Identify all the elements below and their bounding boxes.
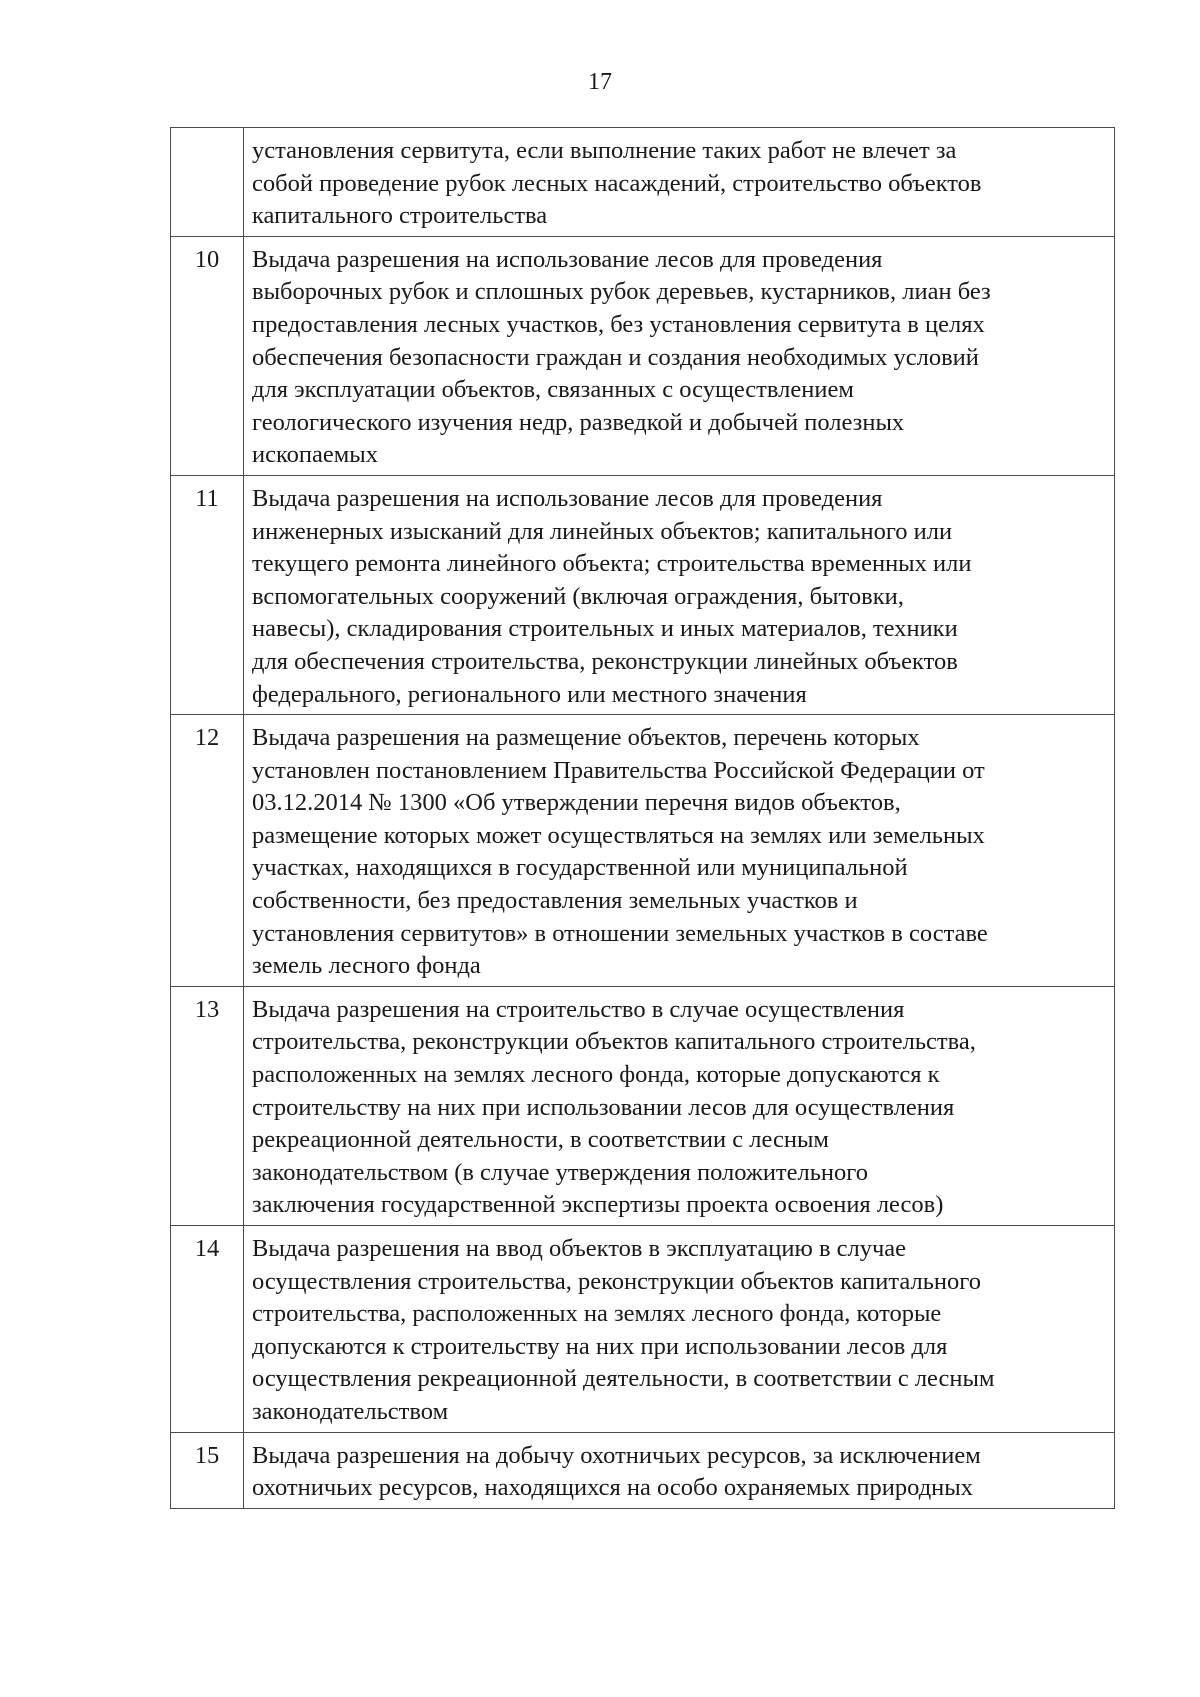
table-row: [171, 1432, 1115, 1508]
description-line: строительству на них при использовании лесов для осуществления: [252, 1093, 955, 1121]
description-line: земель лесного фонда: [252, 952, 481, 980]
row-description: [244, 986, 1115, 1225]
description-line: собой проведение рубок лесных насаждений, строительство объектов: [252, 169, 982, 197]
description-line: для эксплуатации объектов, связанных с осуществлением: [252, 376, 854, 404]
description-line: 03.12.2014 № 1300 «Об утверждении перечня видов объектов,: [252, 789, 901, 817]
description-line: строительства, реконструкции объектов капитального строительства,: [252, 1028, 976, 1056]
row-number: 14: [171, 1226, 244, 1433]
description-line: капитального строительства: [252, 202, 548, 230]
description-line: Выдача разрешения на ввод объектов в эксплуатацию в случае: [252, 1235, 907, 1262]
row-description: [244, 1432, 1115, 1508]
description-line: установления сервитута, если выполнение таких работ не влечет за: [252, 137, 957, 164]
description-line: обеспечения безопасности граждан и создания необходимых условий: [252, 343, 979, 371]
row-description: [244, 475, 1115, 714]
description-line: Выдача разрешения на строительство в случае осуществления: [252, 995, 905, 1023]
table-body: [171, 128, 1115, 1509]
description-line: Выдача разрешения на использование лесов для проведения: [252, 484, 883, 512]
description-line: Выдача разрешения на добычу охотничьих ресурсов, за исключением: [252, 1441, 981, 1469]
row-number: [171, 128, 244, 237]
description-line: геологического изучения недр, разведкой и добычей полезных: [252, 408, 905, 436]
description-line: Выдача разрешения на размещение объектов, перечень которых: [252, 724, 920, 752]
description-line: допускаются к строительству на них при использовании лесов для: [252, 1332, 948, 1360]
description-line: осуществления рекреационной деятельности, в соответствии с лесным: [252, 1365, 995, 1393]
row-number: 13: [171, 986, 244, 1225]
page-number: 17: [588, 69, 612, 95]
description-line: инженерных изысканий для линейных объектов; капитального или: [252, 517, 953, 545]
services-table: [170, 127, 1115, 1509]
description-line: законодательством (в случае утверждения положительного: [252, 1158, 868, 1186]
row-number: 11: [171, 475, 244, 714]
description-line: ископаемых: [252, 441, 378, 469]
description-line: предоставления лесных участков, без установления сервитута в целях: [252, 310, 985, 338]
description-line: установления сервитутов» в отношении земельных участков в составе: [252, 919, 988, 947]
description-line: для обеспечения строительства, реконструкции линейных объектов: [252, 647, 958, 675]
row-number: 12: [171, 715, 244, 987]
row-description: [244, 715, 1115, 987]
description-line: текущего ремонта линейного объекта; строительства временных или: [252, 550, 972, 578]
description-line: рекреационной деятельности, в соответствии с лесным: [252, 1126, 829, 1154]
description-line: осуществления строительства, реконструкции объектов капитального: [252, 1267, 981, 1295]
description-line: Выдача разрешения на использование лесов для проведения: [252, 245, 883, 273]
table-row: [171, 1226, 1115, 1433]
row-description: [244, 236, 1115, 475]
description-line: размещение которых может осуществляться на землях или земельных: [252, 821, 985, 849]
description-line: участках, находящихся в государственной или муниципальной: [252, 854, 908, 882]
row-description: [244, 1226, 1115, 1433]
description-line: вспомогательных сооружений (включая ограждения, бытовки,: [252, 582, 904, 610]
description-line: выборочных рубок и сплошных рубок деревьев, кустарников, лиан без: [252, 278, 991, 306]
description-line: собственности, без предоставления земельных участков и: [252, 887, 858, 915]
row-number: 15: [171, 1432, 244, 1508]
description-line: строительства, расположенных на землях лесного фонда, которые: [252, 1300, 942, 1328]
description-line: установлен постановлением Правительства Российской Федерации от: [252, 756, 985, 784]
description-line: охотничьих ресурсов, находящихся на особо охраняемых природных: [252, 1474, 973, 1502]
description-line: заключения государственной экспертизы проекта освоения лесов): [252, 1191, 944, 1219]
table-row: [171, 475, 1115, 714]
description-line: федерального, регионального или местного значения: [252, 680, 807, 708]
table-row: [171, 715, 1115, 987]
description-line: законодательством: [252, 1397, 449, 1425]
table-row: [171, 128, 1115, 237]
description-line: расположенных на землях лесного фонда, которые допускаются к: [252, 1061, 940, 1089]
row-description: [244, 128, 1115, 237]
table-row: [171, 986, 1115, 1225]
row-number: 10: [171, 236, 244, 475]
table-row: [171, 236, 1115, 475]
description-line: навесы), складирования строительных и иных материалов, техники: [252, 615, 958, 643]
